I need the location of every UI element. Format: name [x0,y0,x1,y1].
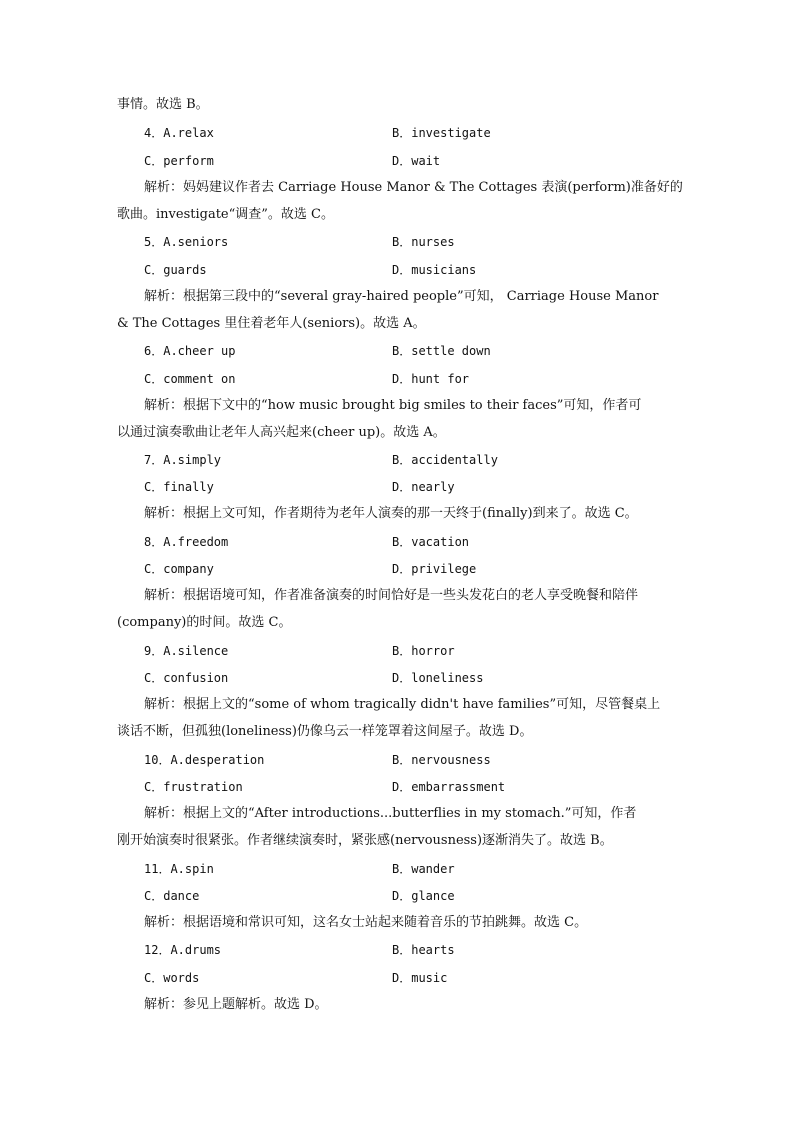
q6-option-a: 6．A.cheer up [144,344,236,358]
q9-option-d: D．loneliness [392,671,484,685]
q11-option-d: D．glance [392,889,455,903]
q11-option-b: B．wander [392,862,455,876]
q7-option-c: C．finally [144,480,214,494]
q7-option-a: 7．A.simply [144,453,222,467]
q8-analysis-line1: 解析：根据语境可知，作者准备演奏的时间恰好是一些头发花白的老人享受晚餐和陪伴 [144,588,639,603]
q6-analysis-line1: 解析：根据下文中的“how music brought big smiles to their faces”可知，作者可 [144,398,642,413]
q6-option-c: C．comment on [144,372,236,386]
q9-option-c: C．confusion [144,671,229,685]
q8-option-d: D．privilege [392,562,477,576]
q12-analysis-line1: 解析：参见上题解析。故选 D。 [144,997,328,1012]
intro-tail: 事情。故选 B。 [117,97,209,112]
q7-option-b: B．accidentally [392,453,498,467]
q5-option-d: D．musicians [392,263,477,277]
q4-option-a: 4．A.relax [144,126,214,140]
q4-analysis-line2: 歌曲。investigate“调查”。故选 C。 [117,207,334,222]
q10-analysis-line2: 刚开始演奏时很紧张。作者继续演奏时，紧张感(nervousness)逐渐消失了。故选 B。 [117,833,613,848]
q4-option-b: B．investigate [392,126,491,140]
q5-option-a: 5．A.seniors [144,235,229,249]
q12-option-b: B．hearts [392,943,455,957]
q6-option-d: D．hunt for [392,372,470,386]
q10-option-a: 10．A.desperation [144,753,265,767]
q11-option-a: 11．A.spin [144,862,214,876]
q11-option-c: C．dance [144,889,200,903]
q8-option-b: B．vacation [392,535,470,549]
q5-analysis-line2: & The Cottages 里住着老年人(seniors)。故选 A。 [117,316,426,331]
q5-option-b: B．nurses [392,235,455,249]
q12-option-c: C．words [144,971,200,985]
q8-option-c: C．company [144,562,214,576]
q4-analysis-line1: 解析：妈妈建议作者去 Carriage House Manor & The Cottages 表演(perform)准备好的 [144,180,683,195]
q9-analysis-line2: 谈话不断，但孤独(loneliness)仍像乌云一样笼罩着这间屋子。故选 D。 [117,724,533,739]
q8-analysis-line2: (company)的时间。故选 C。 [117,615,292,630]
q5-option-c: C．guards [144,263,207,277]
q12-option-d: D．music [392,971,448,985]
q7-option-d: D．nearly [392,480,455,494]
q8-option-a: 8．A.freedom [144,535,229,549]
q9-analysis-line1: 解析：根据上文的“some of whom tragically didn't have families”可知，尽管餐桌上 [144,697,661,712]
q10-option-b: B．nervousness [392,753,491,767]
q10-option-d: D．embarrassment [392,780,506,794]
q9-option-a: 9．A.silence [144,644,229,658]
q10-option-c: C．frustration [144,780,243,794]
q4-option-c: C．perform [144,154,214,168]
q12-option-a: 12．A.drums [144,943,222,957]
q10-analysis-line1: 解析：根据上文的“After introductions...butterflies in my stomach.”可知，作者 [144,806,637,821]
q9-option-b: B．horror [392,644,455,658]
q6-option-b: B．settle down [392,344,491,358]
q6-analysis-line2: 以通过演奏歌曲让老年人高兴起来(cheer up)。故选 A。 [117,425,446,440]
q5-analysis-line1: 解析：根据第三段中的“several gray-haired people”可知， Carriage House Manor [144,289,659,304]
q4-option-d: D．wait [392,154,441,168]
q11-analysis-line1: 解析：根据语境和常识可知，这名女士站起来随着音乐的节拍跳舞。故选 C。 [144,915,588,930]
q7-analysis-line1: 解析：根据上文可知，作者期待为老年人演奏的那一天终于(finally)到来了。故选 C。 [144,506,638,521]
